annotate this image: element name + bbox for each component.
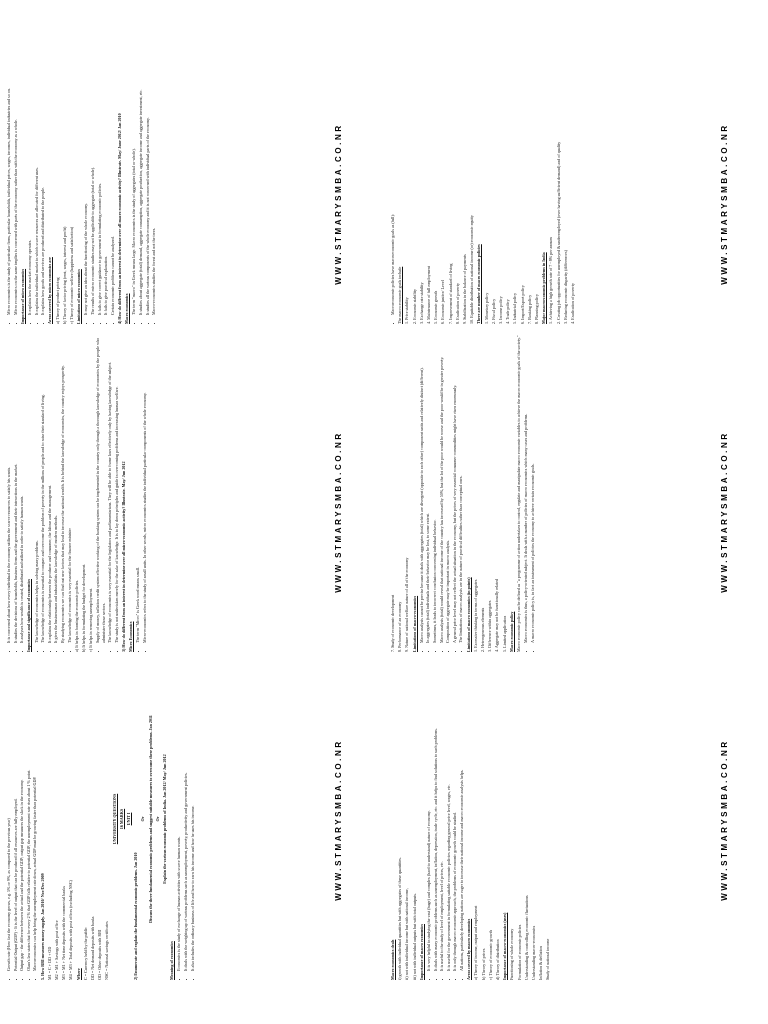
subheading: Importance of macro-economics (uses) — [502, 912, 508, 980]
bullet: • It is useful for the government in formulating suitable economic policies regarding general price level, wages, etc. — [446, 658, 451, 971]
slide-column-6 — [390, 2, 577, 324]
bullet: • It gives the businessman and industrialists the knowledge of modern methods. — [53, 330, 58, 643]
bullet: • Macro analysis (total) would reveal that national income of the country has increased by 50%, but the lot of the poor would be worse and the poor would be in greater poverty. — [439, 330, 444, 643]
numbered-item: 8. Planning policy — [534, 294, 540, 324]
or-label: Or — [154, 816, 160, 822]
text-line: iii) not with individual outputs but with total outputs. — [411, 893, 417, 980]
bullet: • Growth rate (How fast the economy grows, e.g. 5% or 9%, as compared to the previous year) — [6, 658, 11, 971]
numbered-item: 4. Maintenance of full employment — [426, 266, 432, 324]
numbered-item: 7. Improvement of standard of living — [447, 263, 453, 324]
micro-importance-bullets — [27, 2, 45, 324]
bullet: • It explains the individual market in which scarce resources are allocated for different uses. — [34, 2, 39, 315]
bullet: • Macro-economics studies the forest and not the trees. — [151, 2, 156, 315]
bullet: • Macro economics is thus, a policy-oriented subject. It deals with a number of policies of macro economics which many cases and problems. — [523, 330, 528, 643]
text-line: i) growth with individual quantities but with aggregates of these quantities. — [397, 857, 403, 980]
sub-point: b) Theory of prices — [480, 948, 486, 980]
numbered-item: Inflation & deflation — [538, 946, 544, 980]
question-heading: 4) How do different from an interest in determine over all macro economic activity? Illustrate. May/ June 2012/ Jan 2010 — [116, 113, 122, 324]
intro-bullets — [6, 330, 24, 652]
bullet: • It is only through macro economic approach, the problems of economic growth could be studied. — [452, 658, 457, 971]
watermark-row — [334, 50, 343, 974]
numbered-item: 8. Eradication of poverty — [454, 283, 460, 324]
numbered-item: 6. Import/Export policy — [519, 285, 525, 324]
numbered-item: 9. Stabilization in the balance of payments — [462, 254, 468, 324]
paragraph: Macro economic policy can be defined as "a programme of action undertaken to control, regulate and manipulate macro economic variables to achieve the macro economic goals of the society." — [516, 335, 521, 652]
bullet: • It is useful to the study of level of employment, level of prices, etc. — [439, 658, 444, 971]
bullet: • Potential Output (GDP) - It is the level of output that can be produced if all resources are fully employed. — [13, 658, 18, 971]
definition-line: C = Currency held by the public — [82, 927, 88, 980]
question-heading: Explain the various economic problems of India. Jan 2012/ May/ Jun 2012 — [162, 754, 168, 884]
numbered-item: 7. Banking policy — [526, 294, 532, 324]
numbered-item: 1. Price stability — [404, 297, 410, 324]
sub-point: c) Theory of economic growth — [487, 930, 493, 980]
watermark-text: WWW.STMARYSMBA.CO.NR — [334, 123, 343, 285]
numbered-item: 6. Economic justice/ Level — [440, 280, 446, 324]
definition-line: OD = Other deposits with RBI — [97, 929, 103, 980]
numbered-item: Formulation of economic policies — [516, 924, 522, 980]
bullet: • Okun's law states that for every 2 % that GDP falls relative to potential GDP, the unemployment rate rises about 1 % point. — [26, 658, 31, 971]
micro-intro-bullets — [6, 2, 18, 324]
bullet: • Micro economics on the same implies is concerned with parts of the economy rather than with the economy as a whole. — [13, 2, 18, 315]
numbered-item: 1. Excessive thinking in terms of aggregates — [472, 579, 478, 652]
bullet: • A general price level may not reflect the actual situation in the economy, but the prices of very essential consumer commodities might have risen enormously. — [452, 330, 457, 643]
bullet: • The limitations of macro analysis are in the nature of practical difficulties rather than conceptual ones. — [458, 330, 463, 643]
bullet: • The knowledge of economics is essential to conquer and overcome the problem of poverty in the millions of people and to raise their standard of living. — [40, 330, 45, 643]
bullet: • Micro economics is the study of particular firms, particular households, individual prices, wages, incomes, individual industries and so on. — [6, 2, 11, 315]
sub-point: c) It helps in removing unemployment. — [88, 588, 94, 652]
sub-point: d) Theory of distribution — [495, 939, 500, 980]
bullet: • It fails to give correct guidance to government in formulating economic policies. — [97, 2, 102, 315]
bullet: • Macroeconomics can help bring the unemployment rate down, actual GDP must be growing faster than potential GDP. — [32, 658, 37, 971]
numbered-item: 7. Study of economic development — [390, 594, 395, 652]
numbered-item: 5. Industrial policy — [512, 292, 518, 324]
bullet: • It deals with the weighing up of various problems such as unemployment, poverty, productivity and government policies. — [183, 658, 188, 971]
numbered-item: 3. Difference within aggregates — [487, 600, 493, 652]
watermark-text: WWW.STMARYSMBA.CO.NR — [720, 739, 729, 901]
formula-line: M3 = M1 + Net time deposits with the commercial banks — [61, 886, 67, 980]
subheading: Macro economics deals — [390, 939, 395, 980]
bullet: • The term "macro" in Greek means large. Macro economics is the study of aggregates (total or whole). — [131, 2, 136, 315]
numbered-item: Understanding & controlling economic fluctuations — [523, 895, 529, 980]
bullet: • It fails to give practical explanation. — [103, 2, 108, 315]
bullet: • Sometimes, it leads to incorrect conclusion concerning individual behavior. — [432, 330, 437, 643]
where-label: Where — [75, 968, 81, 980]
numbered-item: 3. Reducing economic disparity (differences) — [562, 250, 568, 324]
numbered-item: 8. Performance of an economy — [397, 601, 403, 652]
bullet: • It is very helpful in studying the vast (huge) and complex (hard to understand) nature of economy. — [426, 658, 431, 971]
unit-label: UNIT I — [126, 812, 132, 826]
meaning-bullets — [176, 658, 194, 980]
slide-column-2 — [6, 330, 149, 652]
sub-point: a) It helps in framing the economic policies. — [73, 579, 79, 652]
watermark-text: WWW.STMARYSMBA.CO.NR — [334, 431, 343, 593]
watermark-text: WWW.STMARYSMBA.CO.NR — [720, 123, 729, 285]
bullet: • The study is not undertaken merely for the sake of knowledge. It is to lay down principles and guide in overcoming problems and increasing human welfare. — [114, 330, 119, 643]
bullet: • By studying economics we can find out new factors that may lead to increase the national wealth. It is behind the knowledge of economics, the country enjoys prosperity. — [60, 330, 65, 643]
subheading: Limitations of micro economics — [76, 269, 82, 324]
question-heading: 2) Enumerate and explain the fundamental economic problems. Jan 2010 — [133, 852, 139, 980]
watermark-text: WWW.STMARYSMBA.CO.NR — [720, 431, 729, 593]
numbered-item: 4. Aggregate may not be functionally related — [494, 578, 500, 652]
subheading: Micro Economics — [128, 621, 134, 652]
bullet: • All nations, particularly developing nations are eager to increase their national income and macro economic analysis helps. — [459, 658, 464, 971]
numbered-item: 4. Eradication of poverty — [570, 283, 576, 324]
numbered-item: 2. Fiscal policy — [490, 298, 496, 324]
definition-line: NSC = National savings certificates — [104, 921, 110, 980]
bullet: • It explains how goods and services are produced and distributed to the people. — [40, 2, 45, 315]
bullet: • Certain economic problems cannot be analyzed. — [110, 2, 115, 315]
bullet: • It may not give an idea about the functioning of the whole economy. — [83, 2, 88, 315]
bullet: • It also includes the ordinary business of life and how to earn his income and how he uses his income. — [190, 658, 195, 971]
numbered-item: Functioning of whole economy — [509, 928, 515, 980]
numbered-item: 1. Monetary policy — [483, 292, 489, 324]
macro-importance-bullets — [426, 658, 464, 980]
sub-point: c) Theory of economic welfare (happiness and satisfaction) — [69, 226, 74, 324]
numbered-item: 3. Income policy — [498, 296, 504, 324]
numbered-item: 2. Heterogeneous elements — [479, 607, 485, 652]
question-heading: 5. How RBI measures money supply. Jan 2010/ Nov/Dec 2009 — [39, 873, 45, 980]
numbered-item: 4. Trade policy — [505, 299, 511, 324]
bullet: • It analyses how wealth is created, distributed and utilized in order to satisfy human wants. — [19, 330, 24, 643]
micro-limitations-bullets — [83, 2, 115, 324]
slide-column-5 — [390, 330, 537, 652]
numbered-item: 5. Limited application — [501, 615, 507, 652]
bullet: • The knowledge of economics helps in solving many problems. — [34, 330, 39, 643]
bullet: • It studies the decisions of households, business firms and the government and their interactions in the market. — [13, 330, 18, 643]
or-label: Or — [140, 816, 146, 822]
numbered-item: 9. Nature of national welfare nature of all of the economy — [404, 557, 410, 652]
bullet: • Composition of aggregate may be important in macro analysis. — [445, 330, 450, 643]
numbered-item: Study of national income — [545, 938, 551, 980]
bullet: • Micro-economics refers to the study of small units. In other words, micro economics studies the individual particular components of the whole economy. — [142, 330, 147, 643]
watermark-text: WWW.STMARYSMBA.CO.NR — [334, 739, 343, 901]
bullet: • A macro economic policy is, in fact an instrument of policies the economy to achieve certain economic goals. — [530, 330, 535, 643]
bullet: • The knowledge of economics is very essential for the legislators and parliamentarians. They will be able to frame laws effectively only by having knowledge of the subject. — [107, 330, 112, 643]
slide-column-4 — [390, 658, 553, 980]
subheading: Areas covered by micro economics are — [47, 257, 53, 324]
bullet: • It explains the relationship between the producer and consumer, the labour and the management. — [47, 330, 52, 643]
bullet: • It explains how the market economy operates. — [27, 2, 32, 315]
importance-bullets — [34, 330, 72, 652]
bullet: • It is concerned about how every individual in the economy utilizes the scarce resources to satisfy his wants. — [6, 330, 11, 643]
subheading: Meaning of economics — [169, 941, 175, 980]
importance-bullets-2 — [95, 330, 119, 652]
section-title: UNIVERSITY QUESTIONS — [111, 793, 117, 845]
numbered-item: 1. Achieving a high growth rate of 7 - 8% per annum — [548, 237, 554, 324]
subheading: The macro economic goals include — [397, 266, 403, 324]
bullet: • It deals with many economic problems such as unemployment, inflation, depression, trade cycle, etc. and it helps to find solutions to such problems. — [433, 658, 438, 971]
sub-point: a) Theory of product pricing — [54, 277, 60, 324]
subheading: Macro economics — [124, 293, 130, 324]
subheading: Limitations of macro economics (in points) — [465, 577, 471, 652]
numbered-item: 10. Equitable distribution of national income (or) economic equity — [469, 215, 475, 324]
definition-line: DD = Net demand deposits with banks — [90, 916, 95, 980]
sub-point: a) Theory of income, output and employment — [473, 905, 479, 980]
bullet: • It studies about aggregate (total) demand, aggregate consumption, aggregate production, aggregate income and aggregate investment, etc. — [138, 2, 143, 315]
bullet: • Economics is the study of exchange of human activities with scarce human wants. — [176, 658, 181, 971]
bullet: • The results of micro economic studies may not be applicable to aggregate (total or whole). — [90, 2, 95, 315]
subheading: Major macroeconomic problems in India — [541, 252, 547, 324]
slide-column-1 — [6, 658, 197, 980]
subheading: Importance of micro economics — [19, 268, 25, 324]
numbered-item: 2. Creating job opportunities for unemployed & underemployed (over having sufficient demand) and of quality — [555, 141, 561, 324]
subheading: Importance and significance of economics — [26, 579, 32, 652]
watermark-row — [720, 50, 729, 974]
bullet: • In aggregates (total) individuals and their behavior may be lost, to some extent. — [425, 330, 430, 643]
subheading: Areas covered by macro economics — [466, 918, 472, 980]
bullet: • The knowledge of economics is very essential for the finance minister — [67, 330, 72, 643]
bullet: • It studies all the various components of the whole economy and it is not concerned with individual parts of the economy. — [145, 2, 150, 315]
numbered-item: 2. Economic stability — [411, 289, 417, 324]
marks-label: 16 MARKS — [118, 808, 124, 830]
formula-line: M2 = M1 + Savings with post office — [53, 920, 59, 980]
sub-point: b) It helps in formulating the budget for development. — [80, 563, 86, 652]
micro-bullets — [135, 330, 147, 652]
policy-bullets — [523, 330, 535, 652]
numbered-item: 3. Exchange rate stability — [418, 282, 424, 324]
subheading: Importance of macro economics — [418, 924, 424, 980]
subheading: Macro economic policy — [508, 611, 514, 652]
bullet: • The term "Micro" is Greek word means small. — [135, 330, 140, 643]
numbered-item: 5. Economic growth — [433, 290, 439, 324]
question-heading: 3) How do different from an interest in determine over all micro-economic activity? Illustrate. May/ Jun 2012 — [120, 461, 126, 652]
goals-intro — [390, 2, 395, 324]
lower-slide-row — [384, 0, 768, 1024]
formula-line: M4 = M3 + Total deposits with post offices (excluding NSC) — [68, 880, 74, 980]
bullet: • Macro analysis cannot be precise because it deals with aggregates (total) which are divergent (opposite to each other) component units and relatively distinct (different). — [419, 330, 424, 643]
macro-limitations-bullets — [419, 330, 464, 652]
macro-bullets — [131, 2, 156, 324]
question-heading: Discuss the three fundamental economic problems and suggest suitable measures to overcome these problems. Jan 2011 — [147, 715, 153, 923]
slide-column-3 — [6, 2, 158, 324]
formula-line: M1 = C + DD + OD — [46, 946, 52, 980]
growth-bullets — [6, 658, 38, 980]
bullet: • Macroeconomic policies have macroeconomic goals as (full): — [390, 2, 395, 315]
bullet: • Output gap - the difference between the actual and the potential GDP; output gap measures the slack in the economy. — [19, 658, 24, 971]
bullet: • Supply of money, inflation credit system effective working of the banking system can be implemented in the country only through a thorough knowledge of economics by the people who administer those sectors. — [95, 330, 105, 643]
subheading: There are number of macro economic policies — [476, 244, 482, 324]
numbered-item: Understanding macro-economics — [531, 925, 537, 980]
text-line: ii) not with individual income but with national income, — [404, 888, 410, 980]
subheading: Limitations of macro-economics — [411, 595, 417, 652]
sub-point: b) Theory of factor pricing (rent, wages, interest and profit) — [61, 226, 67, 324]
